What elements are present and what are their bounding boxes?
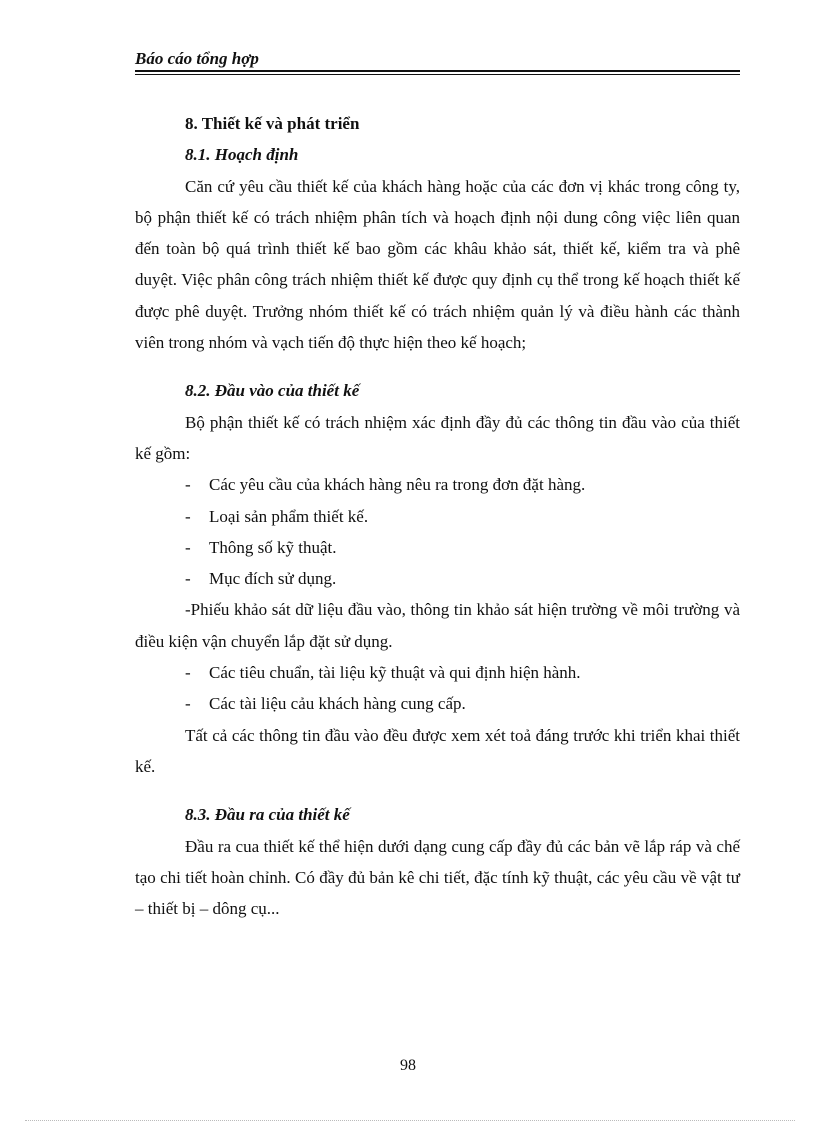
bullet-dash: - xyxy=(185,600,191,620)
list-item-text: Thông số kỹ thuật. xyxy=(209,537,337,557)
subsection-title-8-1: 8.1. Hoạch định xyxy=(185,145,299,165)
list-item-text: Loại sản phẩm thiết kế. xyxy=(209,506,369,526)
list-item-wrapped xyxy=(135,594,740,657)
list-item-text: Phiếu khảo sát dữ liệu đầu vào, thông tin khảo sát hiện trường về môi trường và điều kiện vận chuyển lắp đặt sử dụng. xyxy=(135,600,740,651)
section-title: 8. Thiết kế và phát triển xyxy=(185,114,360,133)
document-header: Báo cáo tổng hợp xyxy=(135,49,259,68)
bullet-dash: - xyxy=(185,569,191,589)
bullet-dash: - xyxy=(185,506,191,526)
header-rule-thin xyxy=(135,74,740,75)
page-content xyxy=(135,108,740,924)
list-item-text: Mục đích sử dụng. xyxy=(209,569,337,589)
subsection-title-8-2: 8.2. Đầu vào của thiết kế xyxy=(185,381,360,401)
bullet-dash: - xyxy=(185,663,191,683)
page-bottom-border xyxy=(25,1120,795,1121)
paragraph-8-2-intro: Bộ phận thiết kế có trách nhiệm xác định đầy đủ các thông tin đầu vào của thiết kế gồm: xyxy=(135,412,740,463)
subsection-title-8-3: 8.3. Đầu ra của thiết kế xyxy=(185,805,350,825)
header-rule-thick xyxy=(135,70,740,72)
paragraph-8-3: Đầu ra cua thiết kế thể hiện dưới dạng cung cấp đầy đủ các bản vẽ lắp ráp và chế tạo chi tiết hoàn chỉnh. Có đầy đủ bản kê chi tiết, đặc tính kỹ thuật, các yêu cầu về vật tư – thiết bị – dông cụ... xyxy=(135,836,740,919)
list-item-text: Các tiêu chuẩn, tài liệu kỹ thuật và qui định hiện hành. xyxy=(209,663,581,683)
bullet-dash: - xyxy=(185,694,191,714)
list-item xyxy=(135,688,740,719)
page-number: 98 xyxy=(400,1057,416,1074)
list-item xyxy=(135,532,740,563)
list-item xyxy=(135,501,740,532)
list-item xyxy=(135,657,740,688)
list-item xyxy=(135,469,740,500)
list-item-text: Các yêu cầu của khách hàng nêu ra trong đơn đặt hàng. xyxy=(209,475,586,495)
paragraph-8-2-closing: Tất cả các thông tin đầu vào đều được xem xét toả đáng trước khi triển khai thiết kế. xyxy=(135,725,740,776)
bullet-dash: - xyxy=(185,475,191,495)
bullet-dash: - xyxy=(185,537,191,557)
paragraph-8-1: Căn cứ yêu cầu thiết kế của khách hàng hoặc của các đơn vị khác trong công ty, bộ phận thiết kế có trách nhiệm phân tích và hoạch định nội dung công việc liên quan đến toàn bộ quá trình thiết kế bao gồm các khâu khảo sát, thiết kế, kiểm tra và phê duyệt. Việc phân công trách nhiệm thiết kế được quy định cụ thể trong kế hoạch thiết kế được phê duyệt. Trưởng nhóm thiết kế có trách nhiệm quản lý và điều hành các thành viên trong nhóm và vạch tiến độ thực hiện theo kế hoạch; xyxy=(135,176,740,353)
list-item-text: Các tài liệu cảu khách hàng cung cấp. xyxy=(209,694,466,714)
list-item xyxy=(135,563,740,594)
